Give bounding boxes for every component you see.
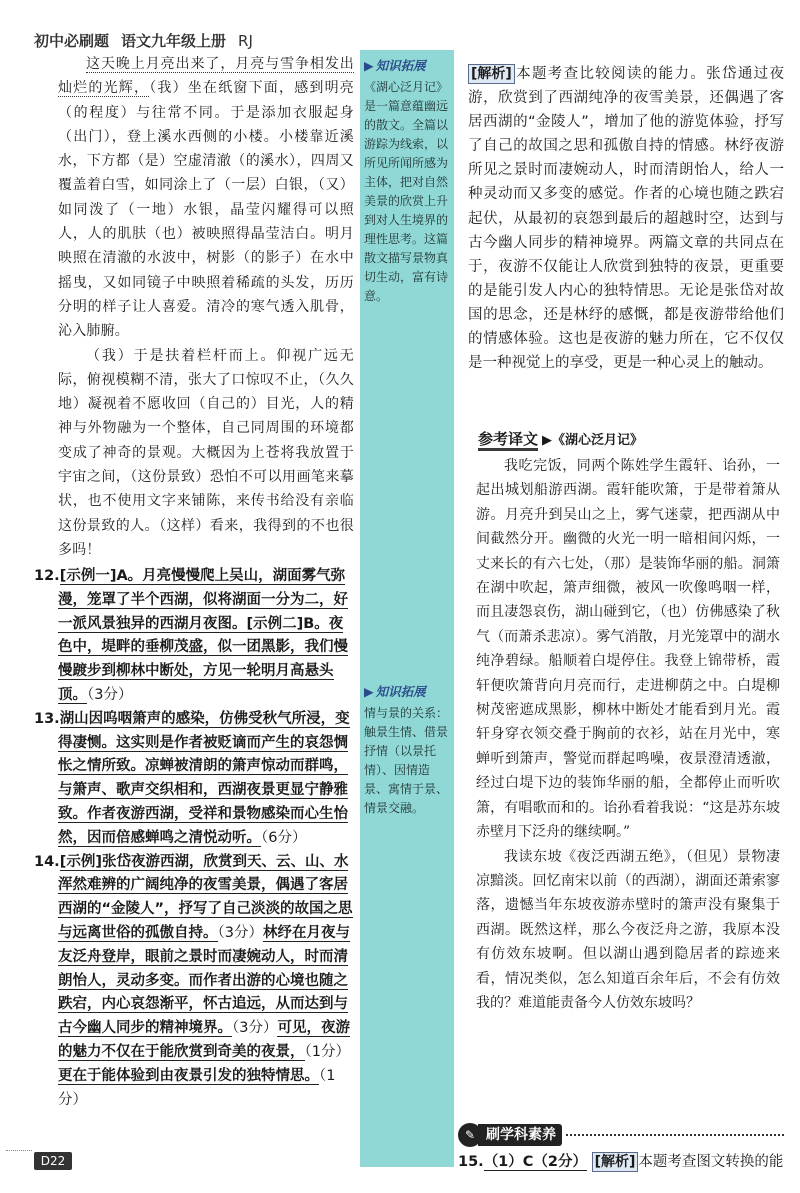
analysis-tag: [解析]: [592, 1152, 639, 1172]
answer-13: 13.湖山因呜咽箫声的感染，仿佛受秋气所浸，变得凄恻。这实则是作者被贬谪而产生的哀怨惆怅之情所致。凉蝉被清朗的箫声惊动而群鸣，与箫声、歌声交织相和，西湖夜景更显宁静雅致。作者夜游西湖，受祥和景物感染而心生怡然，因而倍感蝉鸣之清悦动听。（6分）: [34, 710, 350, 846]
answer-12: 12.[示例一]A。月亮慢慢爬上吴山，湖面雾气弥漫，笼罩了半个西湖，似将湖面一分为二，好一派风景独异的西湖月夜图。[示例二]B。夜色中，堤畔的垂柳茂盛，似一团黑影，我们慢慢踱步到柳林中断处，方见一轮明月高悬头顶。（3分）: [34, 568, 348, 703]
knowledge-title: ▶ 知识拓展: [364, 58, 426, 73]
knowledge-title: ▶ 知识拓展: [364, 684, 426, 699]
page-number: D22: [34, 1152, 72, 1170]
triangle-icon: ▶: [364, 684, 374, 699]
knowledge-box: [364, 682, 450, 818]
analysis-14: [解析] 本题考查比较阅读的能力。张岱通过夜游，欣赏到了西湖纯净的夜雪美景，还偶遇了客居西湖的“金陵人”，增加了他的游览体验，抒写了自己的故国之思和孤傲自持的情感。林纾夜游所见之景时而凄婉动人，时而清朗怡人，给人一种灵动而又多变的感觉。作者的心境也随之跌宕起伏，从最初的哀怨到最后的超越时空，达到与古今幽人同步的精神境界。两篇文章的共同点在于，夜游不仅能让人欣赏到独特的夜景，更重要的是能引发人内心的独特情思。无论是张岱对故国的思念，还是林纾的感慨，都是夜游带给他们的情感体验。这也是夜游的魅力所在，它不仅仅是一种视觉上的享受，更是一种心灵上的触动。: [468, 66, 784, 372]
edition-label: RJ: [238, 32, 253, 50]
translation-continued: [58, 52, 354, 562]
dotted-divider: [566, 1134, 784, 1136]
knowledge-text: 情与景的关系：触景生情、借景抒情（以景托情）、因情造景、寓情于景、情景交融。: [364, 706, 449, 815]
series-title: 初中必刷题: [34, 32, 110, 50]
answer-14: 14.[示例]张岱夜游西湖，欣赏到天、云、山、水浑然难辨的广阔纯净的夜雪美景，偶遇了客居西湖的“金陵人”，抒写了自己淡淡的故国之思与远离世俗的孤傲自持。（3分）林纾在月夜与友泛舟登岸，眼前之景时而凄婉动人，时而清朗怡人，灵动多变。而作者出游的心境也随之跌宕，内心哀怨渐平，怀古追远，从而达到与古今幽人同步的精神境界。（3分）可见，夜游的魅力不仅在于能欣赏到奇美的夜景，（1分）更在于能体验到由夜景引发的独特情思。（1分）: [34, 853, 353, 1108]
translation-paragraph: 我读东坡《夜泛西湖五绝》，（但见）景物凄凉黯淡。回忆南宋以前（的西湖），湖面还萧索寥落，遗憾当年东坡夜游赤壁时的箫声没有聚集于西湖。既然这样，那么今夜泛舟之游，我原本没有仿效东坡啊。但以湖山遇到隐居者的踪迹来看，情况类似，怎么知道百余年后，不会有仿效我的？难道能责备今人仿效东坡吗？: [476, 848, 780, 1011]
reference-label: 参考译文: [478, 430, 538, 451]
translation-paragraph: （我）于是扶着栏杆而上。仰视广远无际，俯视模糊不清，张大了口惊叹不止，（久久地）凝视着不愿收回（自己的）目光，人的精神与外物融为一个整体，自己同周围的环境都变成了神奇的景观。大概因为上苍将我放置于宇宙之间，（这份景致）恐怕不可以用画笔来摹状，也不使用文字来铺陈，来传书给没有亲临这份景致的人。（这样）看来，我得到的不也很多吗！: [58, 347, 354, 558]
section-title: 刷学科素养: [478, 1124, 562, 1146]
answers-block: [34, 565, 356, 1112]
knowledge-text: 《湖心泛月记》是一篇意蕴幽远的散文。全篇以游踪为线索，以所见所闻所感为主体，把对自然美景的欣赏上升到对人生境界的理性思考。这篇散文描写景物真切生动，富有诗意。: [364, 80, 449, 303]
translation-paragraph: 这天晚上月亮出来了，月亮与雪争相发出灿烂的光辉，（我）坐在纸窗下面，感到明亮（的程度）与往常不同。于是添加衣服起身（出门），登上溪水西侧的小楼。小楼靠近溪水，下方都（是）空虚清澈（的溪水），四周又覆盖着白雪，如同涂上了（一层）白银，（又）如同泼了（一地）水银，晶莹闪耀得可以照人，人的肌肤（也）被映照得晶莹洁白。明月映照在清澈的水波中，树影（的影子）在水中摇曳，又如同镜子中映照着稀疏的头发，历历分明的样子让人喜爱。清冷的寒气透入肌骨，沁入肺腑。: [58, 56, 354, 340]
analysis-tag: [解析]: [468, 64, 515, 84]
corner-dotted-line: [6, 1150, 32, 1151]
reference-translation: [476, 454, 780, 1015]
translation-paragraph: 我吃完饭，同两个陈姓学生霞轩、诒孙，一起出城划船游西湖。霞轩能吹箫，于是带着箫从游。月亮升到吴山之上，雾气迷蒙，把西湖从中间截然分开。幽微的火光一明一暗相间闪烁，一丈来长的有六七处，（那）是装饰华丽的船。洞箫在湖中吹起，箫声细微，被风一吹像鸣咽一样，而且凄怨哀伤，湖山碰到它，（也）仿佛感染了秋气（而萧杀悲凉）。雾气消散，月光笼罩中的湖水纯净碧绿。船顺着白堤停住。我登上锦带桥，霞轩便吹箫背向月亮而行，走进柳荫之中。白堤柳树茂密遮成黑影，柳林中断处才能看到月光。霞轩身穿衣领交叠于胸前的衣衫，站在月光中，寒蝉听到箫声，警觉而群起鸣噪，夜景澄清透澈，经过白堤下边的装饰华丽的船，全都停止而听吹箫，有唱歌而和的。诒孙看着我说：“这是苏东坡赤壁月下泛舟的继续啊。”: [476, 458, 780, 841]
pencil-icon: ✎: [458, 1123, 482, 1147]
answer-15: 15.（1）C（2分） [解析] 本题考查图文转换的能: [458, 1154, 784, 1170]
reference-heading: [478, 428, 643, 449]
section-header: [458, 1123, 784, 1147]
triangle-icon: ▶: [364, 58, 374, 73]
book-title: 语文九年级上册: [121, 32, 227, 50]
page-header: [34, 30, 253, 51]
knowledge-box: [364, 56, 450, 306]
reference-title: ▶《湖心泛月记》: [542, 433, 644, 448]
underlined-phrase: 这天晚上月亮出来了，月亮与雪争相发出灿烂的光辉，: [58, 56, 354, 97]
